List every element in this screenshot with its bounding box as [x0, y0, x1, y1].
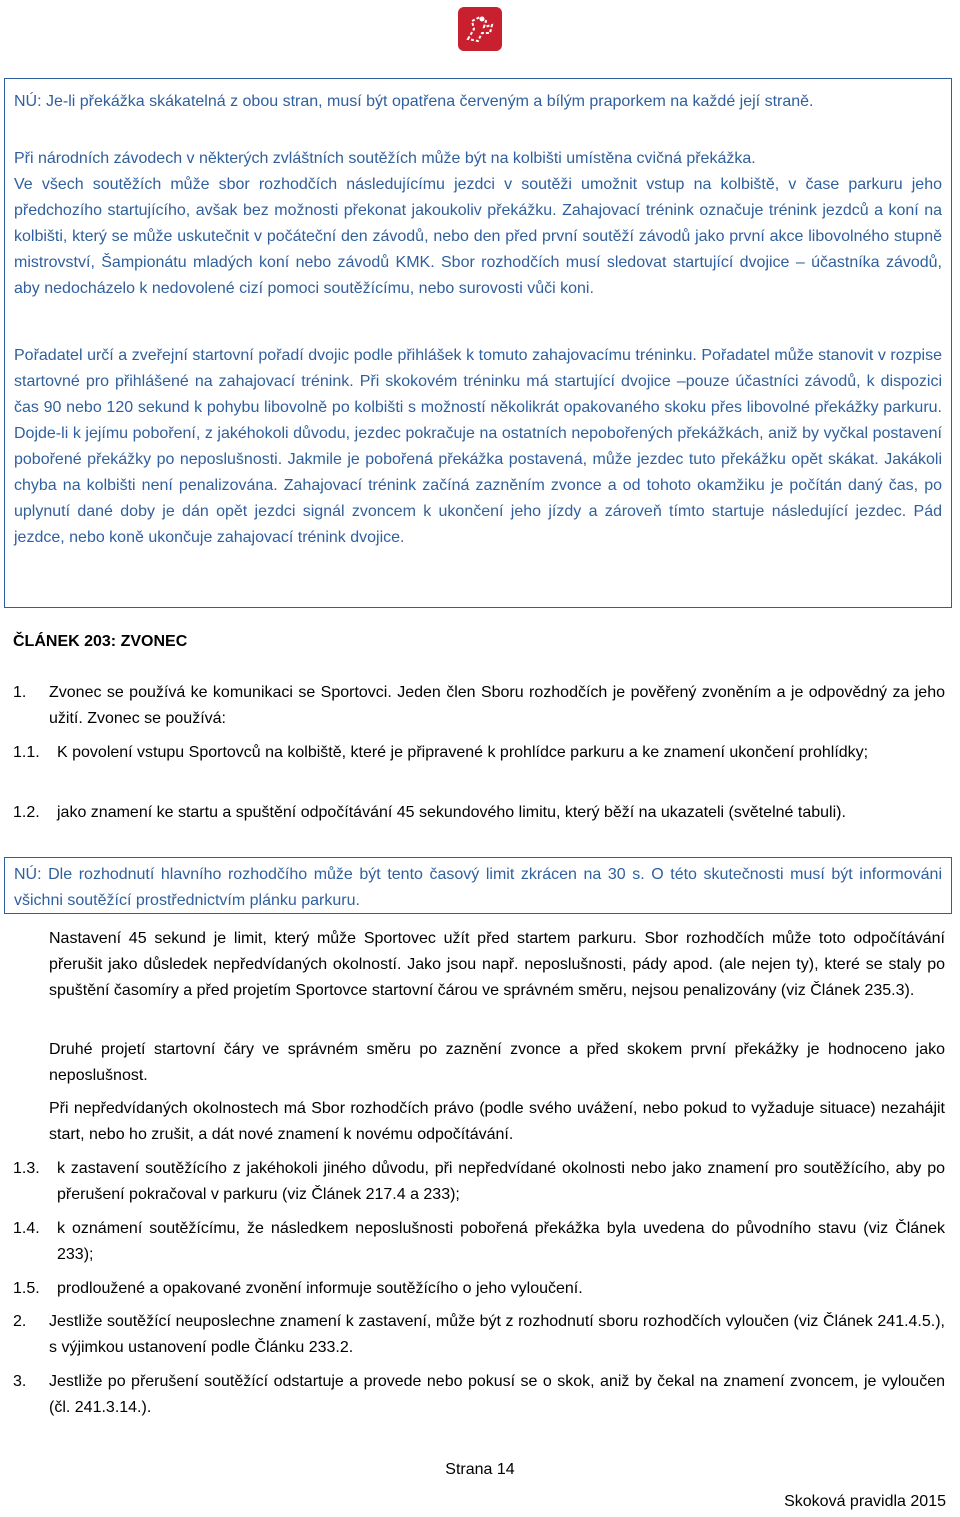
article-heading: ČLÁNEK 203: ZVONEC [13, 633, 188, 650]
note-box [4, 857, 952, 914]
subitem-number: 1.5. [13, 1280, 40, 1297]
notice-paragraph-4: Pořadatel určí a zveřejní startovní pořadí dvojic podle přihlášek k tomuto zahajovacímu tréninku. Pořadatel může stanovit v rozpise startovné pro přihlášené na zahajovací trénink. Při skokovém tréninku má startující dvojice –pouze účastníci závodů, k dispozici čas 90 nebo 120 sekund k pohybu libovolně po kolbišti s možností několikrát opakovaného skoku přes libovolné překážky parkuru. Dojde-li k jejímu poboření, z jakéhokoli důvodu, jezdec pokračuje na ostatních nepobořených překážkách, aniž by vyčkal postavení pobořené překážky po neposlušnosti. Jakmile je pobořená překážka postavená, může jezdec tuto překážku opět skákat. Jakákoli chyba na kolbišti není penalizována. Zahajovací trénink začíná zazněním zvonce a od tohoto okamžiku je počítán daný čas, po uplynutí dané doby je dán opět jezdci signál zvoncem k ukončení jeho jízdy a zároveň tímto startuje následující jezdec. Pád jezdce, nebo koně ukončuje zahajovací trénink dvojice. [14, 347, 942, 546]
subitem-number: 1.1. [13, 744, 40, 761]
subitem-number: 1.3. [13, 1160, 40, 1177]
equestrian-logo-icon [456, 5, 504, 53]
subitem-text: K povolení vstupu Sportovců na kolbiště, které je připravené k prohlídce parkuru a ke znamení ukončení prohlídky; [57, 744, 869, 761]
subitem-text: k zastavení soutěžícího z jakéhokoli jiného důvodu, při nepředvídané okolnosti nebo jako znamení pro soutěžícího, aby po přerušení pokračoval v parkuru (viz Článek 217.4 a 233); [57, 1160, 945, 1203]
paragraph-countdown: Nastavení 45 sekund je limit, který může Sportovec užít před startem parkuru. Sbor rozhodčích může toto odpočítávání přerušit jako důsledek nepředvídaných okolností. Jako jsou např. neposlušnosti, pády apod. (ale nejen ty), které se staly po spuštění časomíry a před projetím Sportovce startovní čárou ve správném směru, nejsou penalizovány (viz Článek 235.3). [49, 930, 945, 999]
paragraph-unforeseen: Při nepředvídaných okolnostech má Sbor rozhodčích právo (podle svého uvážení, nebo pokud to vyžaduje situace) nezahájit start, nebo ho zrušit, a dát nové znamení k novému odpočítávání. [49, 1100, 945, 1143]
notice-paragraph-1: NÚ: Je-li překážka skákatelná z obou stran, musí být opatřena červeným a bílým praporkem na každé její straně. [14, 93, 814, 110]
item-text: Jestliže soutěžící neuposlechne znamení k zastavení, může být z rozhodnutí sboru rozhodčích vyloučen (viz Článek 241.4.5.), s výjimkou ustanovení podle Článku 233.2. [49, 1313, 945, 1356]
subitem-text: prodloužené a opakované zvonění informuje soutěžícího o jeho vyloučení. [57, 1280, 583, 1297]
item-text: Zvonec se používá ke komunikaci se Sportovci. Jeden člen Sboru rozhodčích je pověřený zvoněním a je odpovědný za jeho užití. Zvonec se používá: [49, 684, 945, 727]
subitem-text: k oznámení soutěžícímu, že následkem neposlušnosti pobořená překážka byla uvedena do původního stavu (viz Článek 233); [57, 1220, 945, 1263]
notice-paragraph-3: Ve všech soutěžích může sbor rozhodčích následujícímu jezdci v soutěži umožnit vstup na kolbiště, v čase parkuru jeho předchozího startujícího, avšak bez možnosti překonat jakoukoliv překážku. Zahajovací trénink označuje trénink jezdců a koní na kolbišti, který se může uskutečnit v počáteční den závodů, nebo den před první soutěží závodů jako první akce libovolného stupně mistrovství, Šampionátu mladých koní nebo závodů KMK. Sbor rozhodčích musí sledovat startující dvojice – účastníka závodů, aby nedocházelo k nedovolené cizí pomoci soutěžícímu, nebo surovosti vůči koni. [14, 176, 942, 297]
subitem-text: jako znamení ke startu a spuštění odpočítávání 45 sekundového limitu, který běží na ukazateli (světelné tabuli). [57, 804, 846, 821]
item-number: 2. [13, 1313, 27, 1330]
page-number: Strana 14 [445, 1461, 515, 1478]
note-text: NÚ: Dle rozhodnutí hlavního rozhodčího může být tento časový limit zkrácen na 30 s. O této skutečnosti musí být informováni všichni soutěžící prostřednictvím plánku parkuru. [14, 866, 942, 909]
subitem-number: 1.4. [13, 1220, 40, 1237]
item-number: 1. [13, 684, 27, 701]
notice-box [4, 78, 952, 608]
notice-paragraph-2: Při národních závodech v některých zvláštních soutěžích může být na kolbišti umístěna cvičná překážka. [14, 150, 756, 167]
item-text: Jestliže po přerušení soutěžící odstartuje a provede nebo pokusí se o skok, aniž by čekal na znamení zvoncem, je vyloučen (čl. 241.3.14.). [49, 1373, 945, 1416]
item-number: 3. [13, 1373, 27, 1390]
footer-title: Skoková pravidla 2015 [784, 1493, 946, 1510]
subitem-number: 1.2. [13, 804, 40, 821]
paragraph-start-line: Druhé projetí startovní čáry ve správném směru po zaznění zvonce a před skokem první překážky je hodnoceno jako neposlušnost. [49, 1041, 945, 1084]
